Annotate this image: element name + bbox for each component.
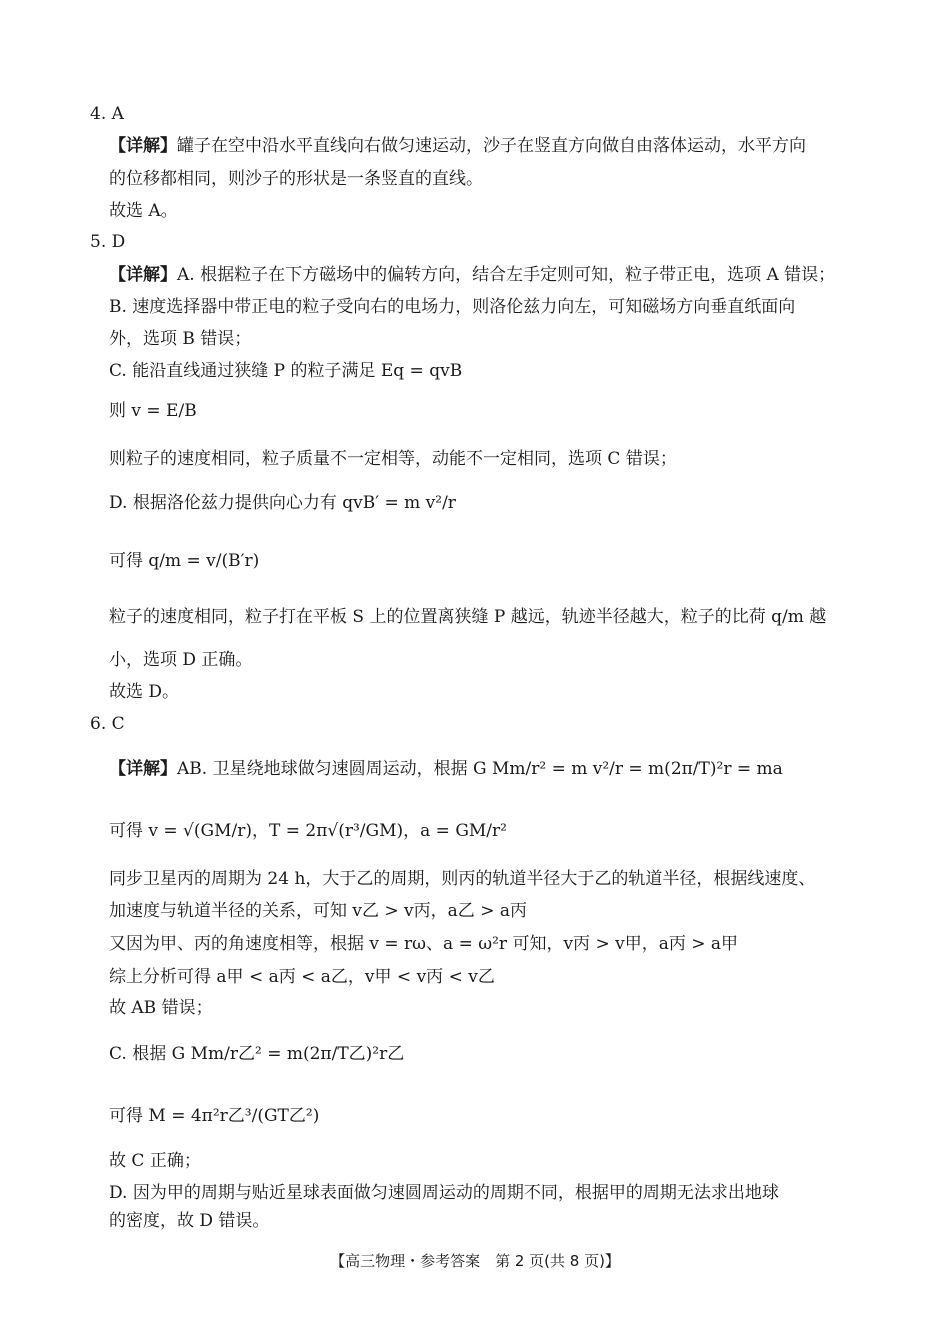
q6-line-1 — [109, 756, 783, 782]
q5-line-7: D. 根据洛伦兹力提供向心力有 qvB′ = m v²/r — [109, 493, 456, 513]
q6-line-5: 又因为甲、丙的角速度相等，根据 v = rω、a = ω²r 可知，v丙 > v甲，a丙 > a甲 — [109, 934, 739, 954]
q5-answer: 5. D — [90, 232, 126, 252]
q6-line-10: 故 C 正确； — [109, 1151, 201, 1171]
q6-text: AB. 卫星绕地球做匀速圆周运动，根据 G Mm/r² = m v²/r = m(2π/T)²r = ma — [177, 759, 783, 779]
q4-line-2: 的位移都相同，则沙子的形状是一条竖直的直线。 — [109, 169, 483, 189]
q6-tag: 【详解】 — [109, 759, 177, 779]
q6-line-3: 同步卫星丙的周期为 24 h，大于乙的周期，则丙的轨道半径大于乙的轨道半径，根据线速度、 — [109, 869, 816, 889]
q5-line-2: B. 速度选择器中带正电的粒子受向右的电场力，则洛伦兹力向左，可知磁场方向垂直纸面向 — [109, 297, 796, 317]
q6-answer: 6. C — [90, 714, 125, 734]
q4-text: 罐子在空中沿水平直线向右做匀速运动，沙子在竖直方向做自由落体运动，水平方向 — [177, 136, 806, 156]
q5-line-5: 则 v = E/B — [109, 401, 197, 421]
q6-line-7: 故 AB 错误； — [109, 998, 213, 1018]
q5-line-9: 粒子的速度相同，粒子打在平板 S 上的位置离狭缝 P 越远，轨迹半径越大，粒子的比荷 q/m 越 — [109, 607, 827, 627]
q6-line-11: D. 因为甲的周期与贴近星球表面做匀速圆周运动的周期不同，根据甲的周期无法求出地球 — [109, 1183, 779, 1203]
q5-line-10: 小，选项 D 正确。 — [109, 650, 253, 670]
q6-line-8: C. 根据 G Mm/r乙² = m(2π/T乙)²r乙 — [109, 1044, 405, 1064]
q4-tag: 【详解】 — [109, 136, 177, 156]
q6-line-12: 的密度，故 D 错误。 — [109, 1211, 270, 1231]
q5-tag: 【详解】 — [109, 265, 177, 285]
q4-line-1 — [109, 133, 806, 159]
q4-answer: 4. A — [90, 104, 124, 124]
q6-line-4: 加速度与轨道半径的关系，可知 v乙 > v丙，a乙 > a丙 — [109, 901, 527, 921]
q6-line-2: 可得 v = √(GM/r)，T = 2π√(r³/GM)，a = GM/r² — [109, 821, 507, 841]
q5-text: A. 根据粒子在下方磁场中的偏转方向，结合左手定则可知，粒子带正电，选项 A 错误； — [177, 265, 836, 285]
q4-conclusion: 故选 A。 — [109, 201, 178, 221]
q5-line-4: C. 能沿直线通过狭缝 P 的粒子满足 Eq = qvB — [109, 361, 463, 381]
page-footer: 【高三物理・参考答案 第 2 页(共 8 页)】 — [330, 1252, 620, 1270]
q5-line-6: 则粒子的速度相同，粒子质量不一定相等，动能不一定相同，选项 C 错误； — [109, 449, 677, 469]
q6-line-6: 综上分析可得 a甲 < a丙 < a乙，v甲 < v丙 < v乙 — [109, 967, 495, 987]
q5-line-8: 可得 q/m = v/(B′r) — [109, 551, 260, 571]
q5-conclusion: 故选 D。 — [109, 682, 180, 702]
q5-line-3: 外，选项 B 错误； — [109, 329, 252, 349]
q6-line-9: 可得 M = 4π²r乙³/(GT乙²) — [109, 1106, 320, 1126]
q5-line-1 — [109, 262, 835, 288]
